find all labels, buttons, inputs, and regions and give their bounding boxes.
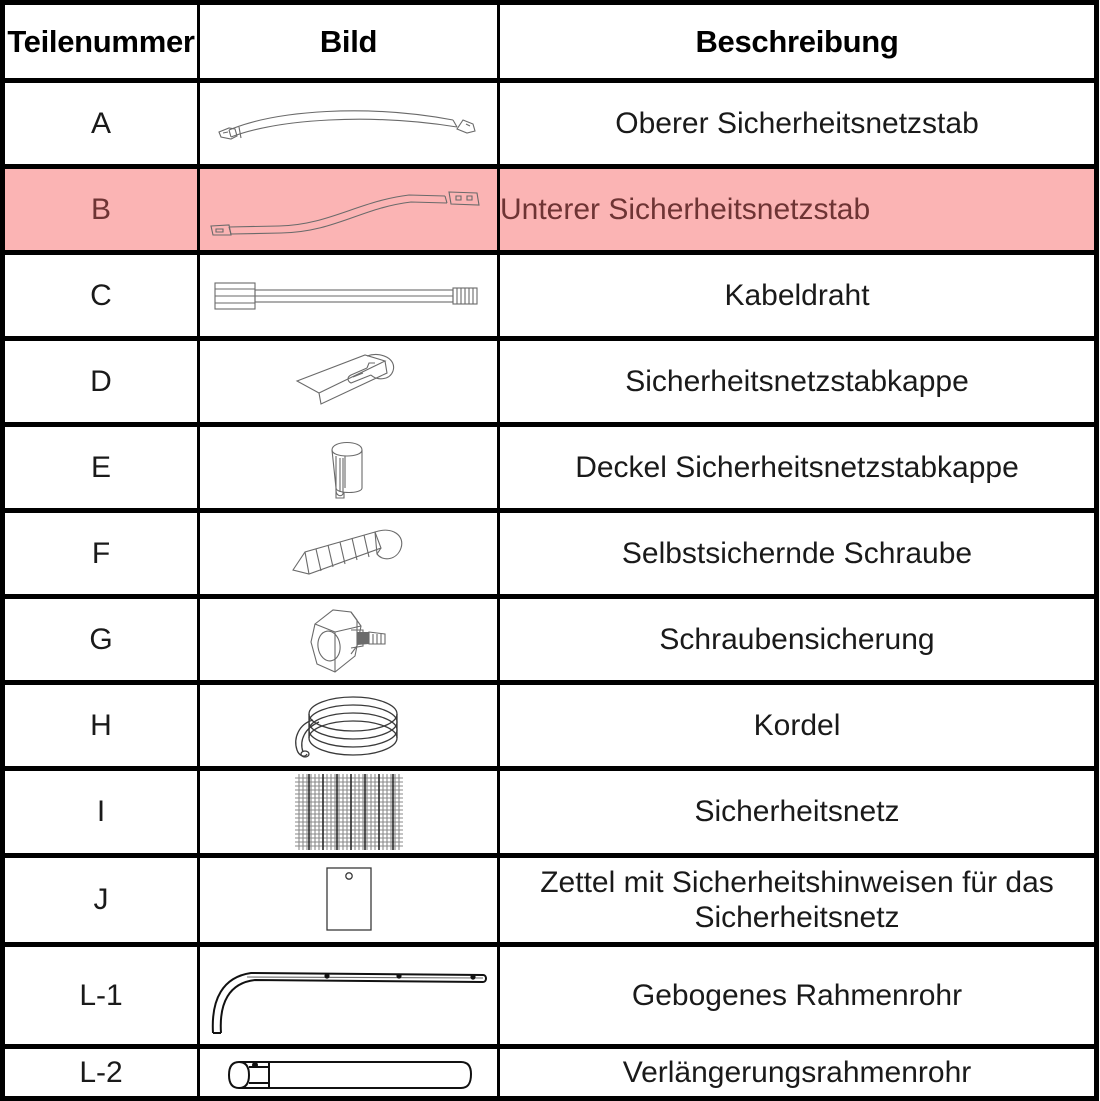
part-number-cell: H <box>3 683 199 769</box>
part-image-cell <box>199 945 499 1047</box>
table-row <box>3 769 1097 856</box>
cable-wire-icon <box>213 275 485 317</box>
part-image-cell <box>199 1047 499 1099</box>
part-number-cell: B <box>3 167 199 253</box>
cap-lid-icon <box>314 432 384 504</box>
part-description-cell: Sicherheitsnetz <box>499 769 1097 856</box>
part-description-cell: Oberer Sicherheitsnetzstab <box>499 81 1097 167</box>
table-row <box>3 856 1097 945</box>
part-number-cell: A <box>3 81 199 167</box>
coiled-cord-icon <box>285 690 413 762</box>
header-row <box>3 3 1097 81</box>
part-image-cell <box>199 856 499 945</box>
part-number-cell: C <box>3 253 199 339</box>
extension-frame-tube-icon <box>223 1050 475 1096</box>
part-number-cell: J <box>3 856 199 945</box>
part-image-cell <box>199 81 499 167</box>
part-image-cell <box>199 253 499 339</box>
column-header-description: Beschreibung <box>499 3 1097 81</box>
part-description-cell: Gebogenes Rahmenrohr <box>499 945 1097 1047</box>
screw-lock-nut-icon <box>299 602 399 678</box>
curved-rod-icon <box>217 94 481 154</box>
column-header-image: Bild <box>199 3 499 81</box>
bent-frame-tube-icon <box>207 951 491 1041</box>
table-header <box>3 3 1097 81</box>
part-description-cell: Sicherheitsnetzstabkappe <box>499 339 1097 425</box>
part-number-cell: G <box>3 597 199 683</box>
table-row <box>3 425 1097 511</box>
table-row <box>3 683 1097 769</box>
table-row <box>3 253 1097 339</box>
part-image-cell <box>199 339 499 425</box>
part-number-cell: I <box>3 769 199 856</box>
self-locking-screw-icon <box>289 526 409 582</box>
part-image-cell <box>199 511 499 597</box>
part-description-cell: Deckel Sicherheitsnetzstabkappe <box>499 425 1097 511</box>
part-image-cell <box>199 425 499 511</box>
part-description-cell: Zettel mit Sicherheitshinweisen für das Sicherheitsnetz <box>499 856 1097 945</box>
part-image-cell <box>199 167 499 253</box>
table-row <box>3 339 1097 425</box>
part-description-cell: Unterer Sicherheitsnetzstab <box>499 167 1097 253</box>
column-header-part-number: Teilenummer <box>3 3 199 81</box>
warning-label-tag-icon <box>319 864 379 936</box>
part-description-cell: Schraubensicherung <box>499 597 1097 683</box>
part-image-cell <box>199 683 499 769</box>
part-number-cell: L-1 <box>3 945 199 1047</box>
table-row <box>3 167 1097 253</box>
table-body <box>3 81 1097 1099</box>
part-number-cell: E <box>3 425 199 511</box>
part-image-cell <box>199 597 499 683</box>
table-row <box>3 1047 1097 1099</box>
part-number-cell: F <box>3 511 199 597</box>
s-curved-rod-icon <box>209 179 489 241</box>
part-image-cell <box>199 769 499 856</box>
table-row <box>3 597 1097 683</box>
table-row <box>3 511 1097 597</box>
part-number-cell: D <box>3 339 199 425</box>
table-row <box>3 81 1097 167</box>
part-description-cell: Selbstsichernde Schraube <box>499 511 1097 597</box>
part-description-cell: Kordel <box>499 683 1097 769</box>
part-description-cell: Kabeldraht <box>499 253 1097 339</box>
table-row <box>3 945 1097 1047</box>
safety-net-mesh-icon <box>291 771 407 853</box>
rod-cap-icon <box>289 347 409 417</box>
part-number-cell: L-2 <box>3 1047 199 1099</box>
part-description-cell: Verlängerungsrahmenrohr <box>499 1047 1097 1099</box>
